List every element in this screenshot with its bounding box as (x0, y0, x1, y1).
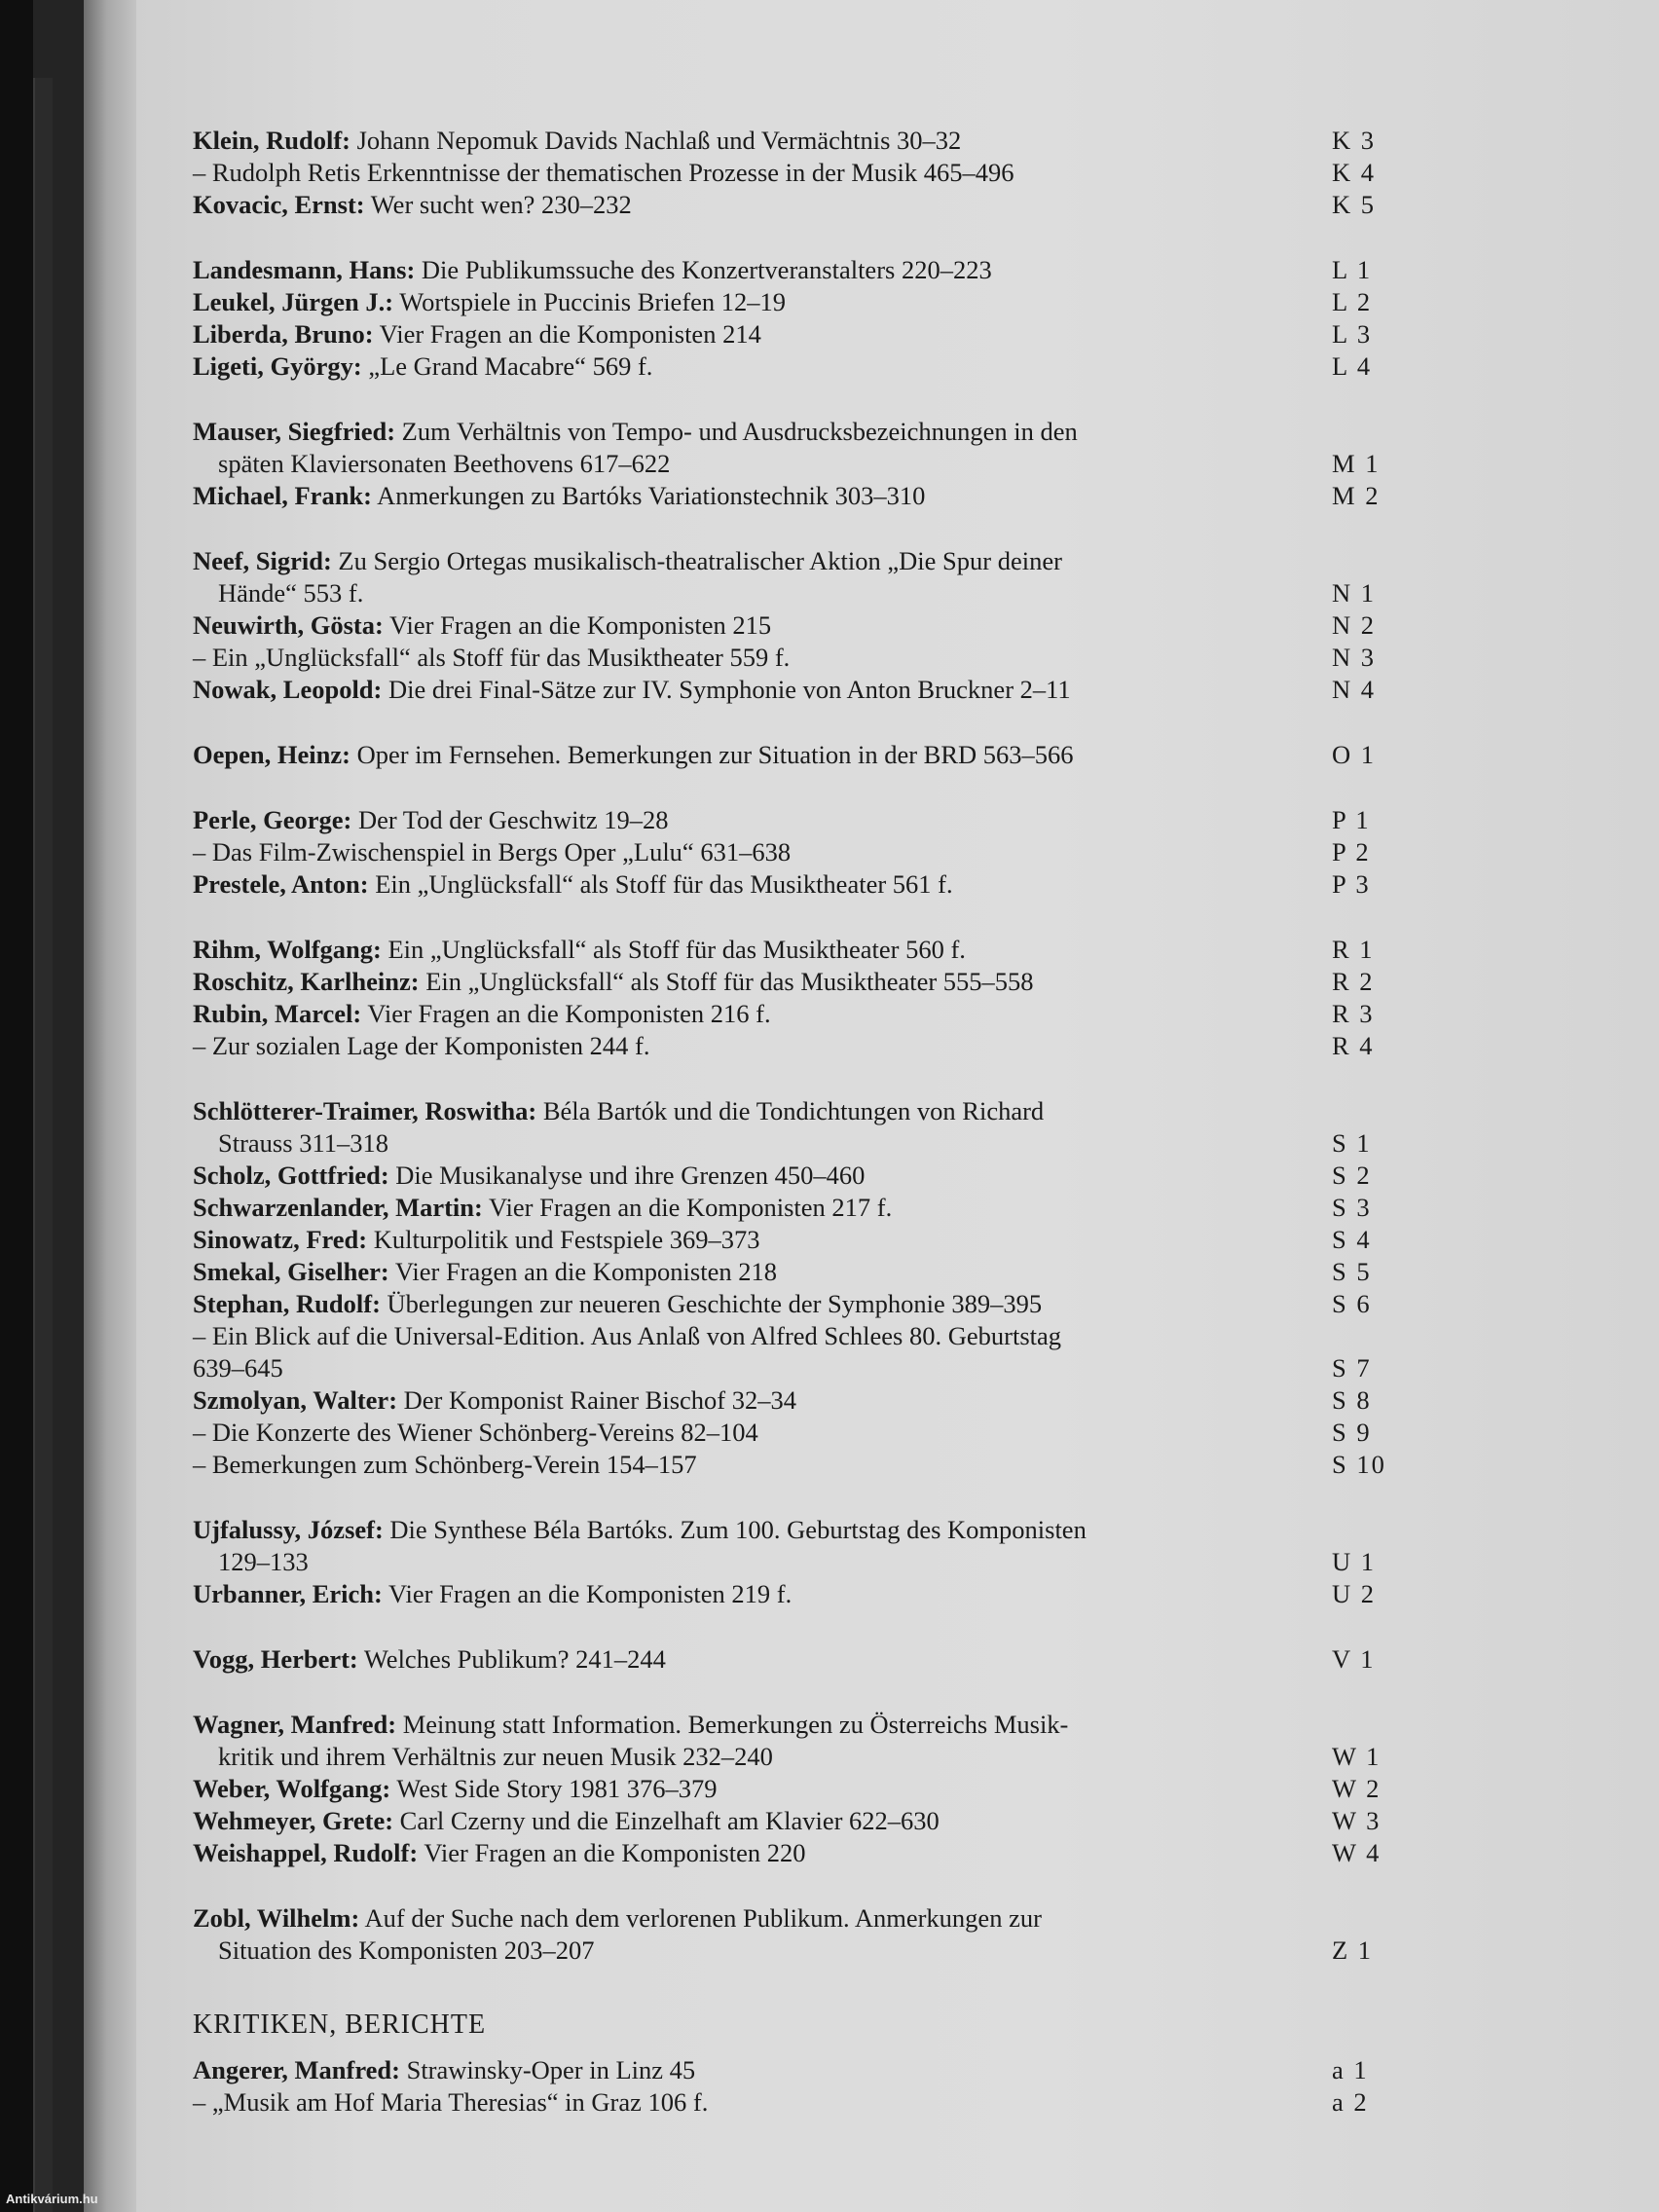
index-entry (193, 966, 1419, 998)
entry-title: Vier Fragen an die Komponisten 215 (383, 610, 772, 640)
index-entry (193, 1578, 1419, 1610)
index-content (193, 125, 1419, 2119)
entry-title: Carl Czerny und die Einzelhaft am Klavier 622–630 (393, 1806, 940, 1835)
letter-group (193, 1643, 1419, 1676)
entry-title: Zum Verhältnis von Tempo- und Ausdrucksbezeichnungen in den (395, 417, 1078, 446)
entry-code: L 4 (1332, 351, 1373, 381)
entry-author: Schwarzenlander, Martin: (193, 1193, 483, 1222)
letter-group (193, 1095, 1419, 1481)
index-entry (193, 448, 1419, 480)
entry-code: L 3 (1332, 319, 1373, 349)
entry-author: Vogg, Herbert: (193, 1644, 358, 1674)
index-entry (193, 1902, 1419, 1935)
letter-group (193, 125, 1419, 221)
entry-title: Wer sucht wen? 230–232 (364, 190, 632, 219)
entry-title: Wortspiele in Puccinis Briefen 12–19 (393, 287, 787, 316)
entry-title: Ein „Unglücksfall“ als Stoff für das Musiktheater 555–558 (419, 967, 1034, 996)
entry-code: W 4 (1332, 1838, 1382, 1867)
entry-author: Urbanner, Erich: (193, 1579, 383, 1608)
entry-author: Michael, Frank: (193, 481, 372, 510)
page-edges (84, 0, 142, 2212)
entry-code: L 1 (1332, 255, 1373, 284)
index-entry (193, 1160, 1419, 1192)
entry-author: Rubin, Marcel: (193, 999, 362, 1028)
entry-title: Vier Fragen an die Komponisten 216 f. (361, 999, 771, 1028)
entry-title: kritik und ihrem Verhältnis zur neuen Musik 232–240 (218, 1742, 773, 1771)
entry-code: W 2 (1332, 1774, 1382, 1803)
entry-code: R 4 (1332, 1031, 1375, 1060)
entry-author: Ligeti, György: (193, 351, 362, 381)
entry-code: K 5 (1332, 190, 1377, 219)
entry-author: Kovacic, Ernst: (193, 190, 365, 219)
entry-code: M 2 (1332, 481, 1381, 510)
index-entry (193, 836, 1419, 868)
index-entry (193, 674, 1419, 706)
entry-code: V 1 (1332, 1644, 1376, 1674)
entry-code: R 3 (1332, 999, 1375, 1028)
entry-title: Die Synthese Béla Bartóks. Zum 100. Geburtstag des Komponisten (383, 1515, 1087, 1544)
index-entry (193, 1288, 1419, 1320)
letter-group (193, 739, 1419, 771)
index-entry (193, 2086, 1419, 2119)
index-entry (193, 1352, 1419, 1384)
entry-author: Weber, Wolfgang: (193, 1774, 391, 1803)
index-entry (193, 739, 1419, 771)
entry-code: S 2 (1332, 1161, 1372, 1190)
letter-group (193, 1514, 1419, 1610)
letter-group (193, 545, 1419, 706)
entry-author: Ujfalussy, József: (193, 1515, 384, 1544)
entry-title: – Die Konzerte des Wiener Schönberg-Vereins 82–104 (193, 1418, 758, 1447)
entry-code: O 1 (1332, 740, 1377, 769)
entry-title: Kulturpolitik und Festspiele 369–373 (367, 1225, 760, 1254)
index-entry (193, 416, 1419, 448)
index-entry (193, 868, 1419, 901)
index-entry (193, 1095, 1419, 1127)
entry-code: S 7 (1332, 1353, 1372, 1382)
entry-code: a 1 (1332, 2055, 1369, 2084)
entry-code: K 4 (1332, 158, 1377, 187)
index-entry (193, 189, 1419, 221)
index-entry (193, 157, 1419, 189)
index-entry (193, 350, 1419, 383)
entry-title: West Side Story 1981 376–379 (390, 1774, 718, 1803)
index-entry (193, 1384, 1419, 1417)
entry-author: Klein, Rudolf: (193, 126, 350, 155)
entry-title: Béla Bartók und die Tondichtungen von Richard (536, 1096, 1045, 1125)
entry-code: S 10 (1332, 1450, 1386, 1479)
entry-code: P 3 (1332, 869, 1371, 899)
index-entry (193, 804, 1419, 836)
entry-title: Ein „Unglücksfall“ als Stoff für das Musiktheater 561 f. (368, 869, 953, 899)
entry-author: Mauser, Siegfried: (193, 417, 396, 446)
entry-title: Überlegungen zur neueren Geschichte der Symphonie 389–395 (380, 1289, 1043, 1318)
entry-title: Anmerkungen zu Bartóks Variationstechnik 303–310 (372, 481, 926, 510)
index-entry (193, 1805, 1419, 1837)
index-entry (193, 1773, 1419, 1805)
entry-code: W 3 (1332, 1806, 1382, 1835)
letter-group (193, 934, 1419, 1062)
entry-author: Smekal, Giselher: (193, 1257, 389, 1286)
section-title-kritiken: KRITIKEN, BERICHTE (193, 2009, 487, 2040)
entry-author: Szmolyan, Walter: (193, 1385, 398, 1415)
entry-title: Vier Fragen an die Komponisten 218 (388, 1257, 777, 1286)
index-entry (193, 1030, 1419, 1062)
entry-title: „Le Grand Macabre“ 569 f. (361, 351, 653, 381)
entry-title: – Zur sozialen Lage der Komponisten 244 f. (193, 1031, 650, 1060)
entry-title: – Das Film-Zwischenspiel in Bergs Oper „Lulu“ 631–638 (193, 837, 792, 866)
index-entry (193, 609, 1419, 642)
letter-group (193, 254, 1419, 383)
entry-code: U 2 (1332, 1579, 1377, 1608)
entry-title: Vier Fragen an die Komponisten 220 (418, 1838, 806, 1867)
entry-title: Strauss 311–318 (218, 1128, 388, 1158)
entry-author: Schlötterer-Traimer, Roswitha: (193, 1096, 537, 1125)
index-entry (193, 1935, 1419, 1967)
index-entry (193, 998, 1419, 1030)
index-entry (193, 286, 1419, 318)
entry-code: M 1 (1332, 449, 1381, 478)
index-entry (193, 1417, 1419, 1449)
index-entry (193, 1224, 1419, 1256)
entry-code: K 3 (1332, 126, 1377, 155)
entry-author: Oepen, Heinz: (193, 740, 350, 769)
entry-author: Wehmeyer, Grete: (193, 1806, 394, 1835)
index-entry (193, 1643, 1419, 1676)
entry-author: Weishappel, Rudolf: (193, 1838, 419, 1867)
entry-title: – „Musik am Hof Maria Theresias“ in Graz 106 f. (193, 2087, 709, 2117)
entry-code: Z 1 (1332, 1936, 1374, 1965)
entry-author: Scholz, Gottfried: (193, 1161, 389, 1190)
entry-code: P 1 (1332, 805, 1371, 834)
index-entry (193, 125, 1419, 157)
index-entry (193, 254, 1419, 286)
entry-code: W 1 (1332, 1742, 1382, 1771)
index-entry (193, 934, 1419, 966)
entry-title: Zu Sergio Ortegas musikalisch-theatralischer Aktion „Die Spur deiner (331, 546, 1062, 575)
letter-group (193, 804, 1419, 901)
entry-title: Die Publikumssuche des Konzertveranstalters 220–223 (415, 255, 992, 284)
entry-code: P 2 (1332, 837, 1371, 866)
entry-title: Die drei Final-Sätze zur IV. Symphonie von Anton Bruckner 2–11 (382, 675, 1071, 704)
entry-author: Leukel, Jürgen J.: (193, 287, 394, 316)
entry-title: Die Musikanalyse und ihre Grenzen 450–460 (388, 1161, 866, 1190)
entry-author: Neef, Sigrid: (193, 546, 332, 575)
entry-code: S 4 (1332, 1225, 1372, 1254)
index-entry (193, 2054, 1419, 2086)
entry-author: Sinowatz, Fred: (193, 1225, 368, 1254)
entry-author: Neuwirth, Gösta: (193, 610, 384, 640)
entry-author: Roschitz, Karlheinz: (193, 967, 420, 996)
entry-code: N 4 (1332, 675, 1377, 704)
entry-code: N 2 (1332, 610, 1377, 640)
index-entry (193, 1449, 1419, 1481)
entry-code: R 2 (1332, 967, 1375, 996)
entry-title: Vier Fragen an die Komponisten 219 f. (382, 1579, 793, 1608)
entry-title: 639–645 (193, 1353, 283, 1382)
entry-author: Rihm, Wolfgang: (193, 935, 382, 964)
entry-title: Vier Fragen an die Komponisten 217 f. (482, 1193, 893, 1222)
entry-title: – Rudolph Retis Erkenntnisse der thematischen Prozesse in der Musik 465–496 (193, 158, 1014, 187)
index-entry (193, 1546, 1419, 1578)
watermark: Antikvárium.hu (6, 2192, 98, 2206)
entry-author: Zobl, Wilhelm: (193, 1903, 360, 1933)
entry-title: Der Komponist Rainer Bischof 32–34 (397, 1385, 796, 1415)
entry-code: S 9 (1332, 1418, 1372, 1447)
index-entry (193, 577, 1419, 609)
author-index-list (193, 125, 1419, 1967)
book-spine (0, 0, 33, 2212)
entry-author: Wagner, Manfred: (193, 1710, 397, 1739)
entry-title: Situation des Komponisten 203–207 (218, 1936, 595, 1965)
entry-code: L 2 (1332, 287, 1373, 316)
entry-title: – Bemerkungen zum Schönberg-Verein 154–157 (193, 1450, 697, 1479)
index-entry (193, 1709, 1419, 1741)
entry-title: Meinung statt Information. Bemerkungen zu Österreichs Musik- (396, 1710, 1069, 1739)
entry-title: Hände“ 553 f. (218, 578, 364, 608)
entry-code: N 3 (1332, 643, 1377, 672)
entry-title: – Ein „Unglücksfall“ als Stoff für das Musiktheater 559 f. (193, 643, 791, 672)
entry-title: 129–133 (218, 1547, 309, 1576)
entry-title: Ein „Unglücksfall“ als Stoff für das Musiktheater 560 f. (381, 935, 966, 964)
letter-group (193, 1902, 1419, 1967)
entry-title: Johann Nepomuk Davids Nachlaß und Vermächtnis 30–32 (350, 126, 962, 155)
entry-code: S 8 (1332, 1385, 1372, 1415)
entry-title: späten Klaviersonaten Beethovens 617–622 (218, 449, 671, 478)
entry-author: Prestele, Anton: (193, 869, 369, 899)
entry-title: Strawinsky-Oper in Linz 45 (399, 2055, 696, 2084)
entry-code: a 2 (1332, 2087, 1369, 2117)
entry-author: Liberda, Bruno: (193, 319, 374, 349)
entry-title: – Ein Blick auf die Universal-Edition. Aus Anlaß von Alfred Schlees 80. Geburtstag (193, 1321, 1062, 1350)
entry-author: Landesmann, Hans: (193, 255, 416, 284)
entry-author: Nowak, Leopold: (193, 675, 383, 704)
entry-code: N 1 (1332, 578, 1377, 608)
index-entry (193, 1192, 1419, 1224)
index-entry (193, 1741, 1419, 1773)
index-entry (193, 1514, 1419, 1546)
index-entry (193, 1256, 1419, 1288)
entry-author: Angerer, Manfred: (193, 2055, 400, 2084)
entry-title: Welches Publikum? 241–244 (357, 1644, 666, 1674)
entry-code: S 5 (1332, 1257, 1372, 1286)
entry-title: Auf der Suche nach dem verlorenen Publikum. Anmerkungen zur (359, 1903, 1042, 1933)
index-entry (193, 642, 1419, 674)
entry-title: Der Tod der Geschwitz 19–28 (351, 805, 669, 834)
entry-code: R 1 (1332, 935, 1375, 964)
entry-code: U 1 (1332, 1547, 1377, 1576)
index-entry (193, 1127, 1419, 1160)
entry-code: S 3 (1332, 1193, 1372, 1222)
letter-group (193, 1709, 1419, 1869)
index-entry (193, 1837, 1419, 1869)
index-entry (193, 318, 1419, 350)
entry-code: S 1 (1332, 1128, 1372, 1158)
entry-title: Oper im Fernsehen. Bemerkungen zur Situation in der BRD 563–566 (350, 740, 1074, 769)
entry-author: Perle, George: (193, 805, 352, 834)
index-entry (193, 480, 1419, 512)
letter-group (193, 416, 1419, 512)
entry-code: S 6 (1332, 1289, 1372, 1318)
entry-author: Stephan, Rudolf: (193, 1289, 381, 1318)
entry-title: Vier Fragen an die Komponisten 214 (373, 319, 761, 349)
kritiken-list (193, 2054, 1419, 2119)
index-entry (193, 1320, 1419, 1352)
spine-edge (33, 78, 53, 2212)
index-entry (193, 545, 1419, 577)
